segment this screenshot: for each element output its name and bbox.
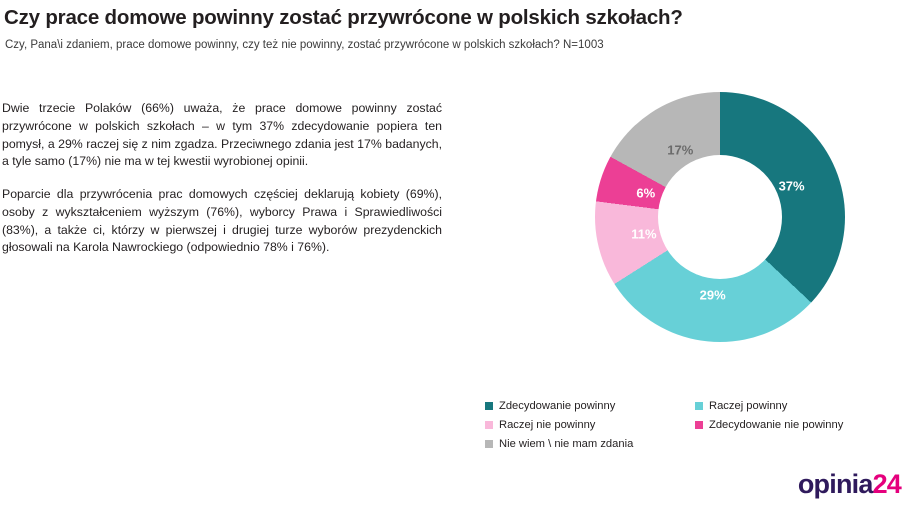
legend-item[interactable] [695,419,905,431]
donut-slice-label: 11% [631,226,657,242]
legend-item-label: Nie wiem \ nie mam zdania [499,438,634,450]
legend-swatch-icon [485,402,493,410]
page-title: Czy prace domowe powinny zostać przywrócone w polskich szkołach? [4,6,683,29]
legend-item[interactable] [485,438,695,450]
legend-swatch-icon [485,440,493,448]
legend-item[interactable] [485,419,695,431]
legend-swatch-icon [695,402,703,410]
legend-item-label: Raczej powinny [709,400,788,412]
legend-item-label: Zdecydowanie powinny [499,400,616,412]
legend-swatch-icon [695,421,703,429]
donut-slice-label: 6% [636,185,656,201]
logo-text-primary: opinia [797,469,873,499]
opinia24-logo [798,469,901,500]
legend-item-label: Zdecydowanie nie powinny [709,419,844,431]
logo-text-accent: 24 [872,469,901,499]
donut-slice-label: 37% [778,178,805,194]
donut-chart-graphic [595,92,845,342]
legend-item-label: Raczej nie powinny [499,419,596,431]
legend-row [485,438,905,450]
commentary-paragraph-2: Poparcie dla przywrócenia prac domowych częściej deklarują kobiety (69%), osoby z wykształceniem wyższym (76%), wyborcy Prawa i Sprawiedliwości (83%), a także ci, którzy w pierwszej i drugiej turze wyborów prezydenckich głosowali na Karola Nawrockiego (odpowiednio 78% i 76%). [2,187,442,255]
commentary-paragraph-1: Dwie trzecie Polaków (66%) uważa, że prace domowe powinny zostać przywrócone w polskich szkołach – w tym 37% zdecydowanie popiera ten pomysł, a 29% raczej się z nim zgadza. Przeciwnego zdania jest 17% badanych, a tyle samo (17%) nie ma w tej kwestii wyrobionej opinii. [2,101,442,169]
legend-item[interactable] [695,400,905,412]
donut-slice-label: 29% [699,287,726,303]
legend-item[interactable] [485,400,695,412]
chart-legend [485,400,905,457]
donut-chart [560,92,880,392]
page-subtitle: Czy, Pana\i zdaniem, prace domowe powinny, czy też nie powinny, zostać przywrócone w polskich szkołach? N=1003 [5,39,604,51]
legend-row [485,400,905,412]
legend-row [485,419,905,431]
donut-slice-label: 17% [667,142,694,158]
legend-swatch-icon [485,421,493,429]
donut-center-hole [658,155,782,279]
